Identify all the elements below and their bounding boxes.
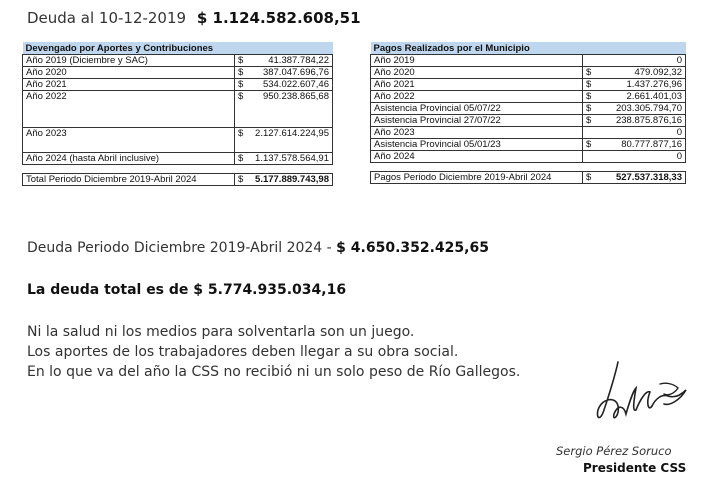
row-label: Año 2019 (371, 55, 583, 67)
table-row (371, 139, 686, 151)
table-row (371, 151, 686, 163)
total-amount: 5.177.889.743,98 (247, 174, 333, 186)
row-label: Año 2024 (hasta Abril inclusive) (23, 153, 235, 165)
statement-line: Ni la salud ni los medios para solventarla son un juego. (27, 324, 415, 340)
row-label: Año 2020 (371, 67, 583, 79)
currency-sign: $ (235, 67, 247, 79)
signatory-role: Presidente CSS (583, 461, 687, 475)
currency-sign: $ (235, 128, 247, 153)
currency-sign: $ (235, 153, 247, 165)
row-amount: 479.092,32 (595, 67, 686, 79)
table-spacer (371, 163, 686, 172)
table-spacer (23, 165, 333, 174)
table-row (371, 103, 686, 115)
row-amount: 2.661.401,03 (595, 91, 686, 103)
row-amount: 0 (595, 127, 686, 139)
row-label: Año 2021 (371, 79, 583, 91)
currency-sign: $ (235, 91, 247, 128)
table-row (371, 55, 686, 67)
table-row (23, 91, 333, 128)
statement-paragraph (27, 322, 520, 382)
row-amount: 2.127.614.224,95 (247, 128, 333, 153)
row-label: Año 2021 (23, 79, 235, 91)
row-label: Año 2023 (371, 127, 583, 139)
currency-sign (583, 55, 595, 67)
row-label: Año 2024 (371, 151, 583, 163)
period-debt-amount: $ 4.650.352.425,65 (336, 240, 489, 256)
total-row (23, 174, 333, 186)
payments-table-header: Pagos Realizados por el Municipio (371, 42, 686, 55)
row-label: Asistencia Provincial 05/07/22 (371, 103, 583, 115)
row-amount: 41.387.784,22 (247, 55, 333, 67)
headline-label: Deuda al 10-12-2019 (27, 9, 187, 27)
table-row (23, 153, 333, 165)
row-amount: 203.305.794,70 (595, 103, 686, 115)
currency-sign: $ (583, 103, 595, 115)
contributions-table-header: Devengado por Aportes y Contribuciones (23, 42, 333, 55)
row-amount: 950.238.865,68 (247, 91, 333, 128)
table-row (23, 55, 333, 67)
table-row (371, 67, 686, 79)
row-amount: 1.137.578.564,91 (247, 153, 333, 165)
total-amount: 527.537.318,33 (595, 172, 686, 184)
handwritten-signature (590, 360, 700, 440)
table-row (371, 91, 686, 103)
statement-line: Los aportes de los trabajadores deben llegar a su obra social. (27, 344, 459, 360)
currency-sign: $ (583, 79, 595, 91)
period-debt (27, 240, 489, 256)
currency-sign: $ (583, 91, 595, 103)
period-debt-label: Deuda Periodo Diciembre 2019-Abril 2024 - (27, 240, 332, 256)
currency-sign (583, 151, 595, 163)
row-amount: 534.022.607,46 (247, 79, 333, 91)
total-label: Total Periodo Diciembre 2019-Abril 2024 (23, 174, 235, 186)
currency-sign: $ (583, 67, 595, 79)
row-amount: 387.047.696,76 (247, 67, 333, 79)
row-label: Año 2022 (23, 91, 235, 128)
headline-amount: $ 1.124.582.608,51 (196, 9, 361, 27)
row-label: Año 2022 (371, 91, 583, 103)
payments-table (370, 42, 686, 184)
signatory-name: Sergio Pérez Soruco (556, 444, 672, 458)
table-row (23, 128, 333, 153)
row-amount: 80.777.877,16 (595, 139, 686, 151)
row-label: Año 2019 (Diciembre y SAC) (23, 55, 235, 67)
total-label: Pagos Periodo Diciembre 2019-Abril 2024 (371, 172, 583, 184)
table-row (371, 127, 686, 139)
row-label: Asistencia Provincial 05/01/23 (371, 139, 583, 151)
row-amount: 0 (595, 151, 686, 163)
currency-sign: $ (583, 139, 595, 151)
currency-sign: $ (235, 55, 247, 67)
currency-sign: $ (583, 172, 595, 184)
currency-sign: $ (235, 79, 247, 91)
total-row (371, 172, 686, 184)
currency-sign: $ (235, 174, 247, 186)
contributions-table (22, 42, 333, 186)
row-amount: 0 (595, 55, 686, 67)
row-label: Asistencia Provincial 27/07/22 (371, 115, 583, 127)
table-row (371, 79, 686, 91)
total-debt (27, 282, 346, 298)
row-label: Año 2023 (23, 128, 235, 153)
total-debt-text: La deuda total es de $ 5.774.935.034,16 (27, 282, 347, 298)
currency-sign: $ (583, 115, 595, 127)
headline (27, 9, 361, 27)
table-row (23, 67, 333, 79)
row-amount: 1.437.276,96 (595, 79, 686, 91)
statement-line: En lo que va del año la CSS no recibió ni un solo peso de Río Gallegos. (27, 364, 521, 380)
currency-sign (583, 127, 595, 139)
table-row (371, 115, 686, 127)
table-row (23, 79, 333, 91)
row-label: Año 2020 (23, 67, 235, 79)
row-amount: 238.875.876,16 (595, 115, 686, 127)
